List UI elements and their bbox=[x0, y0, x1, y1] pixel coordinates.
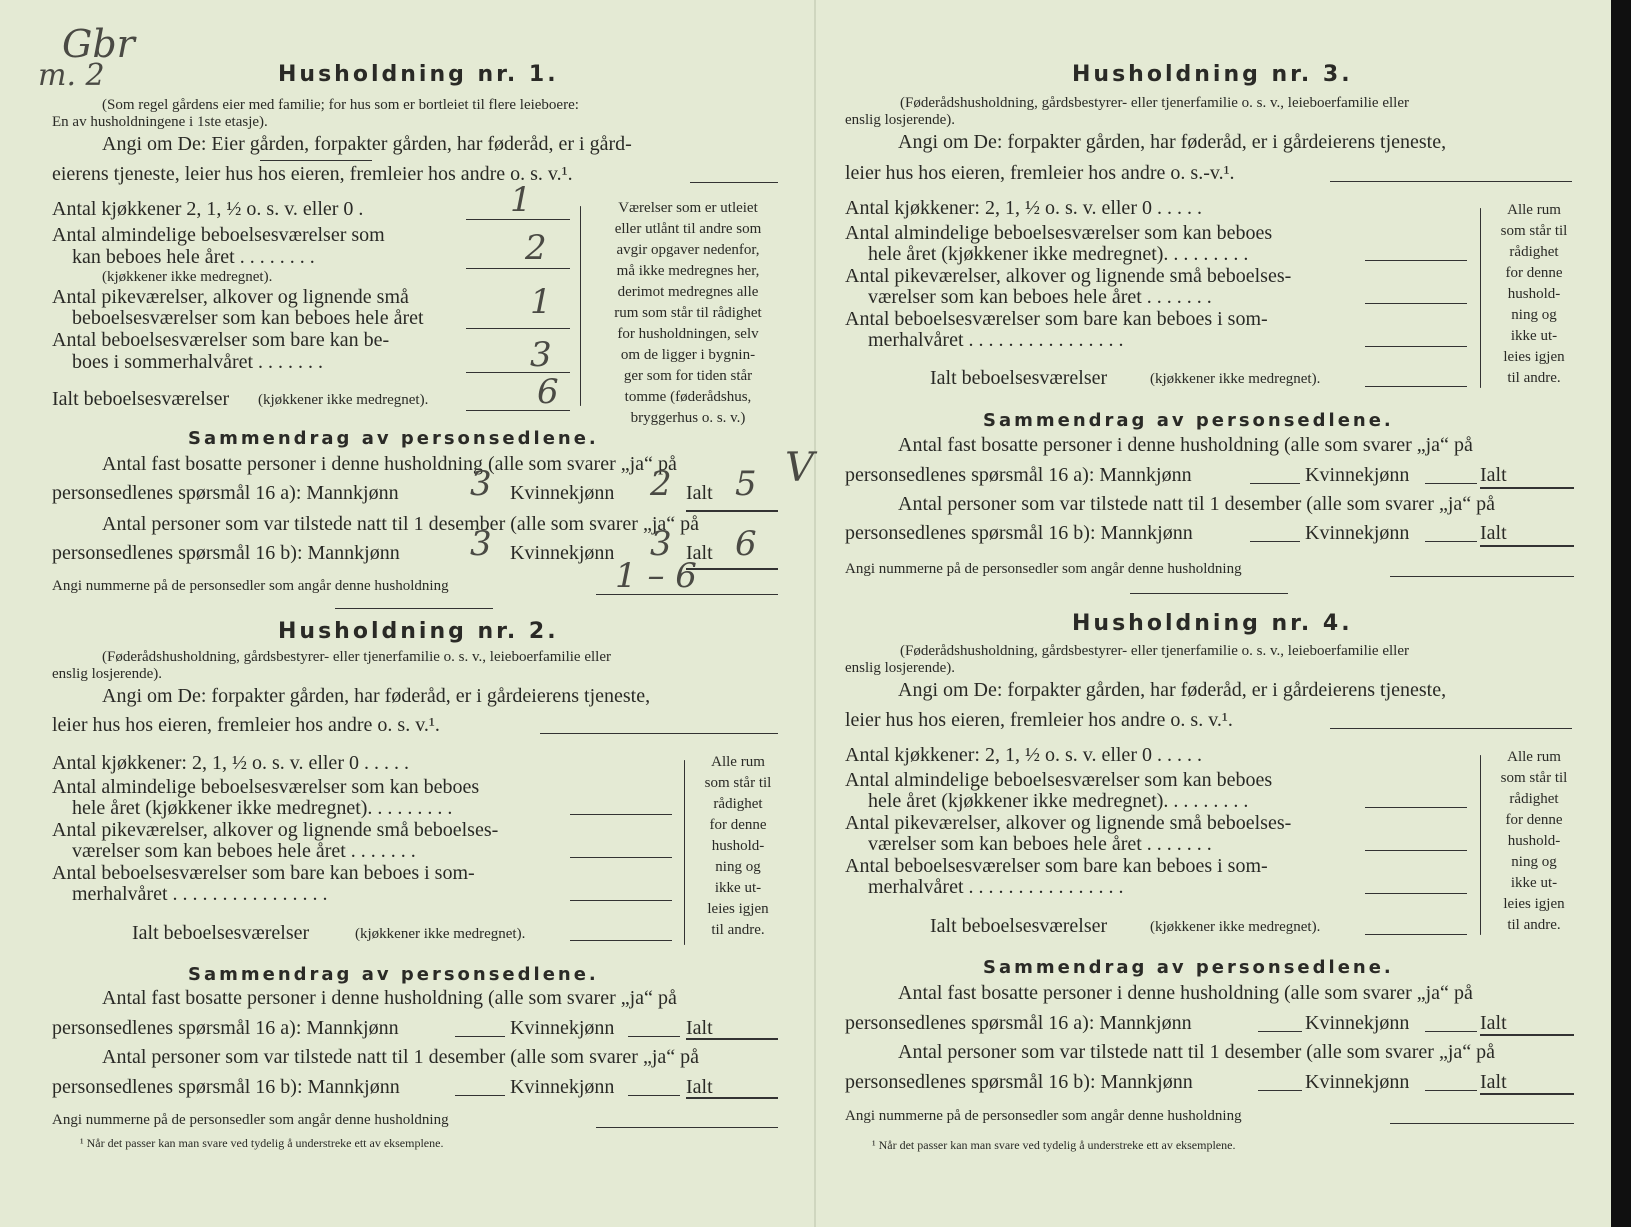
h2-sum-a-total-line bbox=[686, 1038, 778, 1040]
margin-note-gbr: Gbr bbox=[62, 22, 135, 66]
h2-title: Husholdning nr. 2. bbox=[278, 619, 559, 644]
h4-numbers-line-rule bbox=[1390, 1123, 1574, 1124]
h3-sum-b-kv-label: Kvinnekjønn bbox=[1305, 522, 1410, 544]
h2-brace bbox=[684, 760, 685, 945]
h3-row-rooms-b: hele året (kjøkkener ikke medregnet). . . . . . . . . bbox=[868, 243, 1249, 265]
h1-sum-a-ialt-label: Ialt bbox=[686, 482, 713, 504]
h1-sum-a-kv-label: Kvinnekjønn bbox=[510, 482, 615, 504]
h3-sum-b-male-line bbox=[1250, 541, 1300, 542]
h3-brace bbox=[1480, 208, 1481, 388]
h4-line-small bbox=[1365, 850, 1467, 851]
h1-val-total: 6 bbox=[537, 372, 559, 412]
h4-row-rooms-a: Antal almindelige beboelsesværelser som kan beboes bbox=[845, 769, 1273, 791]
h3-note-line2: enslig losjerende). bbox=[845, 112, 955, 128]
h4-sum-b-kv-label: Kvinnekjønn bbox=[1305, 1071, 1410, 1093]
h4-sum-line3: Antal personer som var tilstede natt til 1 desember (alle som svarer „ja“ på bbox=[898, 1041, 1496, 1063]
margin-note-m2: m. 2 bbox=[38, 58, 105, 93]
h1-row-total: Ialt beboelsesværelser bbox=[52, 388, 230, 410]
h4-row-summer-a: Antal beboelsesværelser som bare kan beboes i som- bbox=[845, 855, 1268, 877]
h2-numbers-line-rule bbox=[596, 1127, 778, 1128]
h4-line-total bbox=[1365, 934, 1467, 935]
h3-row-kitchens: Antal kjøkkener: 2, 1, ½ o. s. v. eller 0 . . . . . bbox=[845, 197, 1202, 219]
h1-row-rooms-c: (kjøkkener ikke medregnet). bbox=[102, 269, 273, 285]
h2-sum-line2: personsedlenes spørsmål 16 a): Mannkjønn bbox=[52, 1017, 399, 1039]
h4-sum-line4: personsedlenes spørsmål 16 b): Mannkjønn bbox=[845, 1071, 1193, 1093]
h2-row-rooms-b: hele året (kjøkkener ikke medregnet). . . . . . . . . bbox=[72, 797, 453, 819]
h2-note-line2: enslig losjerende). bbox=[52, 666, 162, 682]
h2-sum-a-ialt-label: Ialt bbox=[686, 1017, 713, 1039]
h3-summary-title: Sammendrag av personsedlene. bbox=[983, 410, 1394, 431]
h4-sum-line1: Antal fast bosatte personer i denne husholdning (alle som svarer „ja“ på bbox=[898, 982, 1473, 1004]
h3-row-total: Ialt beboelsesværelser bbox=[930, 367, 1108, 389]
h4-numbers-line: Angi nummerne på de personsedler som angår denne husholdning bbox=[845, 1108, 1242, 1124]
h4-note-line1: (Føderådshusholdning, gårdsbestyrer- eller tjenerfamilie o. s. v., leieboerfamilie eller bbox=[900, 643, 1409, 659]
h2-line-rooms bbox=[570, 814, 672, 815]
h2-angi-line2: leier hus hos eieren, fremleier hos andre o. s. v.¹. bbox=[52, 714, 440, 736]
h3-sum-line2: personsedlenes spørsmål 16 a): Mannkjønn bbox=[845, 464, 1192, 486]
h3-title: Husholdning nr. 3. bbox=[1072, 62, 1353, 87]
h4-row-kitchens: Antal kjøkkener: 2, 1, ½ o. s. v. eller 0 . . . . . bbox=[845, 744, 1202, 766]
h3-row-total-note: (kjøkkener ikke medregnet). bbox=[1150, 371, 1321, 387]
h2-footnote: ¹ Når det passer kan man svare ved tydelig å understreke ett av eksemplene. bbox=[80, 1136, 444, 1150]
h1-val-summer: 3 bbox=[530, 335, 552, 375]
h3-sum-a-ialt-label: Ialt bbox=[1480, 464, 1507, 486]
h2-line-small bbox=[570, 857, 672, 858]
h1-numbers-line: Angi nummerne på de personsedler som angår denne husholdning bbox=[52, 578, 449, 594]
h3-sum-a-total-line bbox=[1480, 487, 1574, 489]
h4-summary-title: Sammendrag av personsedlene. bbox=[983, 957, 1394, 978]
h2-row-summer-b: merhalvåret . . . . . . . . . . . . . . . . bbox=[72, 883, 328, 905]
h1-sum-line2: personsedlenes spørsmål 16 a): Mannkjønn bbox=[52, 482, 399, 504]
h1-brace bbox=[580, 206, 581, 406]
h2-row-summer-a: Antal beboelsesværelser som bare kan beboes i som- bbox=[52, 862, 475, 884]
h2-side-note: Alle rum som står til rådighet for denne hushold- ning og ikke ut- leies igjen til andre. bbox=[704, 754, 772, 938]
h2-sum-a-male-line bbox=[455, 1036, 505, 1037]
h1-row-total-note: (kjøkkener ikke medregnet). bbox=[258, 392, 429, 408]
h1-sum-line3: Antal personer som var tilstede natt til 1 desember (alle som svarer „ja“ på bbox=[102, 513, 700, 535]
h4-row-small-a: Antal pikeværelser, alkover og lignende små beboelses- bbox=[845, 812, 1292, 834]
h1-sum-line4: personsedlenes spørsmål 16 b): Mannkjønn bbox=[52, 542, 400, 564]
h3-angi-line1: Angi om De: forpakter gården, har føderåd, er i gårdeierens tjeneste, bbox=[898, 131, 1447, 153]
h2-sum-line1: Antal fast bosatte personer i denne husholdning (alle som svarer „ja“ på bbox=[102, 987, 677, 1009]
h4-note-line2: enslig losjerende). bbox=[845, 660, 955, 676]
h1-note-line2: En av husholdningene i 1ste etasje). bbox=[52, 114, 268, 130]
h2-row-total: Ialt beboelsesværelser bbox=[132, 922, 310, 944]
h4-brace bbox=[1480, 755, 1481, 935]
h1-sum-b-ialt-label: Ialt bbox=[686, 542, 713, 564]
h3-sum-a-male-line bbox=[1250, 483, 1300, 484]
h1-row-small-a: Antal pikeværelser, alkover og lignende små bbox=[52, 286, 409, 308]
h4-sum-a-ialt-label: Ialt bbox=[1480, 1012, 1507, 1034]
h3-row-small-a: Antal pikeværelser, alkover og lignende små beboelses- bbox=[845, 265, 1292, 287]
page-fold bbox=[814, 0, 816, 1227]
h3-numbers-line-rule bbox=[1390, 576, 1574, 577]
h2-angi-answer-line bbox=[540, 733, 778, 734]
h4-sum-a-male-line bbox=[1258, 1031, 1302, 1032]
h1-title: Husholdning nr. 1. bbox=[278, 62, 559, 87]
h2-line-total bbox=[570, 940, 672, 941]
h4-row-total: Ialt beboelsesværelser bbox=[930, 915, 1108, 937]
h4-sum-a-total-line bbox=[1480, 1034, 1574, 1036]
h3-line-small bbox=[1365, 303, 1467, 304]
h3-sum-b-ialt-label: Ialt bbox=[1480, 522, 1507, 544]
h2-sum-a-female-line bbox=[628, 1036, 680, 1037]
h3-line-total bbox=[1365, 386, 1467, 387]
h3-row-small-b: værelser som kan beboes hele året . . . . . . . bbox=[868, 286, 1212, 308]
h1-line-small bbox=[466, 328, 570, 329]
h1-sum-b-kv-label: Kvinnekjønn bbox=[510, 542, 615, 564]
h1-sum-b-male: 3 bbox=[470, 524, 492, 564]
h1-numbers-value: 1 – 6 bbox=[615, 556, 697, 596]
h1-side-note: Værelser som er utleiet eller utlånt til andre som avgir opgaver nedenfor, må ikke medregnes her, derimot medregnes alle rum som står til rådighet for husholdningen, selv om de ligger i bygnin- ger som for tiden står tomme (føderådshus, bryggerhus o. s. v.) bbox=[614, 200, 762, 426]
h1-angi-line1: Angi om De: Eier gården, forpakter gården, har føderåd, er i gård- bbox=[102, 133, 632, 155]
h1-sum-a-male: 3 bbox=[470, 464, 492, 504]
h3-sum-b-total-line bbox=[1480, 545, 1574, 547]
h1-row-kitchens: Antal kjøkkener 2, 1, ½ o. s. v. eller 0 . bbox=[52, 198, 364, 220]
h2-row-kitchens: Antal kjøkkener: 2, 1, ½ o. s. v. eller 0 . . . . . bbox=[52, 752, 409, 774]
h1-sum-a-female: 2 bbox=[650, 464, 672, 504]
h1-row-summer-b: boes i sommerhalvåret . . . . . . . bbox=[72, 351, 324, 373]
h1-row-summer-a: Antal beboelsesværelser som bare kan be- bbox=[52, 329, 390, 351]
h1-line-rooms bbox=[466, 268, 570, 269]
h1-line-total bbox=[466, 410, 570, 411]
h3-angi-line2: leier hus hos eieren, fremleier hos andre o. s.-v.¹. bbox=[845, 162, 1235, 184]
h1-numbers-line-rule bbox=[596, 594, 778, 595]
h1-summary-title: Sammendrag av personsedlene. bbox=[188, 428, 599, 449]
h2-row-small-a: Antal pikeværelser, alkover og lignende små beboelses- bbox=[52, 819, 499, 841]
h4-row-summer-b: merhalvåret . . . . . . . . . . . . . . . . bbox=[868, 876, 1124, 898]
h2-sum-line3: Antal personer som var tilstede natt til 1 desember (alle som svarer „ja“ på bbox=[102, 1046, 700, 1068]
h4-side-note: Alle rum som står til rådighet for denne hushold- ning og ikke ut- leies igjen til andre. bbox=[1500, 749, 1568, 933]
h2-row-small-b: værelser som kan beboes hele året . . . . . . . bbox=[72, 840, 416, 862]
h4-footnote: ¹ Når det passer kan man svare ved tydelig å understreke ett av eksemplene. bbox=[872, 1138, 1236, 1152]
h2-sum-line4: personsedlenes spørsmål 16 b): Mannkjønn bbox=[52, 1076, 400, 1098]
h1-row-small-b: beboelsesværelser som kan beboes hele året bbox=[72, 307, 424, 329]
h1-sum-b-female: 3 bbox=[650, 524, 672, 564]
h4-sum-a-female-line bbox=[1425, 1031, 1477, 1032]
h4-row-rooms-b: hele året (kjøkkener ikke medregnet). . . . . . . . . bbox=[868, 790, 1249, 812]
h4-sum-line2: personsedlenes spørsmål 16 a): Mannkjønn bbox=[845, 1012, 1192, 1034]
h2-sum-b-total-line bbox=[686, 1097, 778, 1099]
h1-note-line1: (Som regel gårdens eier med familie; for hus som er bortleiet til flere leieboere: bbox=[102, 97, 579, 113]
h4-sum-b-female-line bbox=[1425, 1090, 1477, 1091]
h2-sum-b-male-line bbox=[455, 1095, 505, 1096]
h3-sum-b-female-line bbox=[1425, 541, 1477, 542]
h1-row-rooms-b: kan beboes hele året . . . . . . . . bbox=[72, 246, 315, 268]
h4-line-summer bbox=[1365, 893, 1467, 894]
h2-sum-b-female-line bbox=[628, 1095, 680, 1096]
h1-sum-line1: Antal fast bosatte personer i denne husholdning (alle som svarer „ja“ på bbox=[102, 453, 677, 475]
h4-sum-a-kv-label: Kvinnekjønn bbox=[1305, 1012, 1410, 1034]
h4-row-small-b: værelser som kan beboes hele året . . . . . . . bbox=[868, 833, 1212, 855]
h3-sum-line3: Antal personer som var tilstede natt til 1 desember (alle som svarer „ja“ på bbox=[898, 493, 1496, 515]
h4-sum-b-total-line bbox=[1480, 1093, 1574, 1095]
check-mark: V bbox=[785, 445, 814, 491]
h2-sum-b-kv-label: Kvinnekjønn bbox=[510, 1076, 615, 1098]
h3-row-summer-b: merhalvåret . . . . . . . . . . . . . . . . bbox=[868, 329, 1124, 351]
h4-angi-answer-line bbox=[1330, 728, 1572, 729]
h4-sum-b-male-line bbox=[1258, 1090, 1302, 1091]
h1-sum-b-total-line bbox=[686, 568, 778, 570]
h1-val-small: 1 bbox=[530, 282, 552, 322]
h1-separator bbox=[335, 608, 493, 609]
h1-angi-line2: eierens tjeneste, leier hus hos eieren, fremleier hos andre o. s. v.¹. bbox=[52, 163, 573, 185]
h1-angi-answer-line bbox=[690, 182, 778, 183]
h3-sum-line1: Antal fast bosatte personer i denne husholdning (alle som svarer „ja“ på bbox=[898, 434, 1473, 456]
h1-sum-a-total-line bbox=[686, 510, 778, 512]
h1-sum-a-total: 5 bbox=[735, 464, 757, 504]
h3-sum-a-kv-label: Kvinnekjønn bbox=[1305, 464, 1410, 486]
h2-row-total-note: (kjøkkener ikke medregnet). bbox=[355, 926, 526, 942]
h3-line-summer bbox=[1365, 346, 1467, 347]
h2-line-summer bbox=[570, 900, 672, 901]
h2-sum-b-ialt-label: Ialt bbox=[686, 1076, 713, 1098]
h3-side-note: Alle rum som står til rådighet for denne hushold- ning og ikke ut- leies igjen til andre. bbox=[1500, 202, 1568, 386]
h1-eier-underline bbox=[260, 160, 372, 161]
h1-line-kitchens bbox=[466, 219, 570, 220]
h2-note-line1: (Føderådshusholdning, gårdsbestyrer- eller tjenerfamilie o. s. v., leieboerfamilie eller bbox=[102, 649, 611, 665]
h3-sum-line4: personsedlenes spørsmål 16 b): Mannkjønn bbox=[845, 522, 1193, 544]
h2-angi-line1: Angi om De: forpakter gården, har føderåd, er i gårdeierens tjeneste, bbox=[102, 685, 651, 707]
h4-angi-line1: Angi om De: forpakter gården, har føderåd, er i gårdeierens tjeneste, bbox=[898, 679, 1447, 701]
h3-numbers-line: Angi nummerne på de personsedler som angår denne husholdning bbox=[845, 561, 1242, 577]
h4-line-rooms bbox=[1365, 807, 1467, 808]
h3-angi-answer-line bbox=[1330, 181, 1572, 182]
h1-val-kitchens: 1 bbox=[510, 180, 532, 220]
h2-sum-a-kv-label: Kvinnekjønn bbox=[510, 1017, 615, 1039]
h1-sum-b-total: 6 bbox=[735, 524, 757, 564]
h4-sum-b-ialt-label: Ialt bbox=[1480, 1071, 1507, 1093]
h3-note-line1: (Føderådshusholdning, gårdsbestyrer- eller tjenerfamilie o. s. v., leieboerfamilie eller bbox=[900, 95, 1409, 111]
h2-row-rooms-a: Antal almindelige beboelsesværelser som kan beboes bbox=[52, 776, 480, 798]
h1-val-rooms: 2 bbox=[525, 228, 547, 268]
h3-sum-a-female-line bbox=[1425, 483, 1477, 484]
h2-numbers-line: Angi nummerne på de personsedler som angår denne husholdning bbox=[52, 1112, 449, 1128]
h3-row-summer-a: Antal beboelsesværelser som bare kan beboes i som- bbox=[845, 308, 1268, 330]
h1-row-rooms-a: Antal almindelige beboelsesværelser som bbox=[52, 224, 385, 246]
h4-angi-line2: leier hus hos eieren, fremleier hos andre o. s. v.¹. bbox=[845, 709, 1233, 731]
h3-row-rooms-a: Antal almindelige beboelsesværelser som kan beboes bbox=[845, 222, 1273, 244]
h3-separator bbox=[1130, 593, 1288, 594]
h2-summary-title: Sammendrag av personsedlene. bbox=[188, 964, 599, 985]
h4-title: Husholdning nr. 4. bbox=[1072, 611, 1353, 636]
h3-line-rooms bbox=[1365, 260, 1467, 261]
h4-row-total-note: (kjøkkener ikke medregnet). bbox=[1150, 919, 1321, 935]
